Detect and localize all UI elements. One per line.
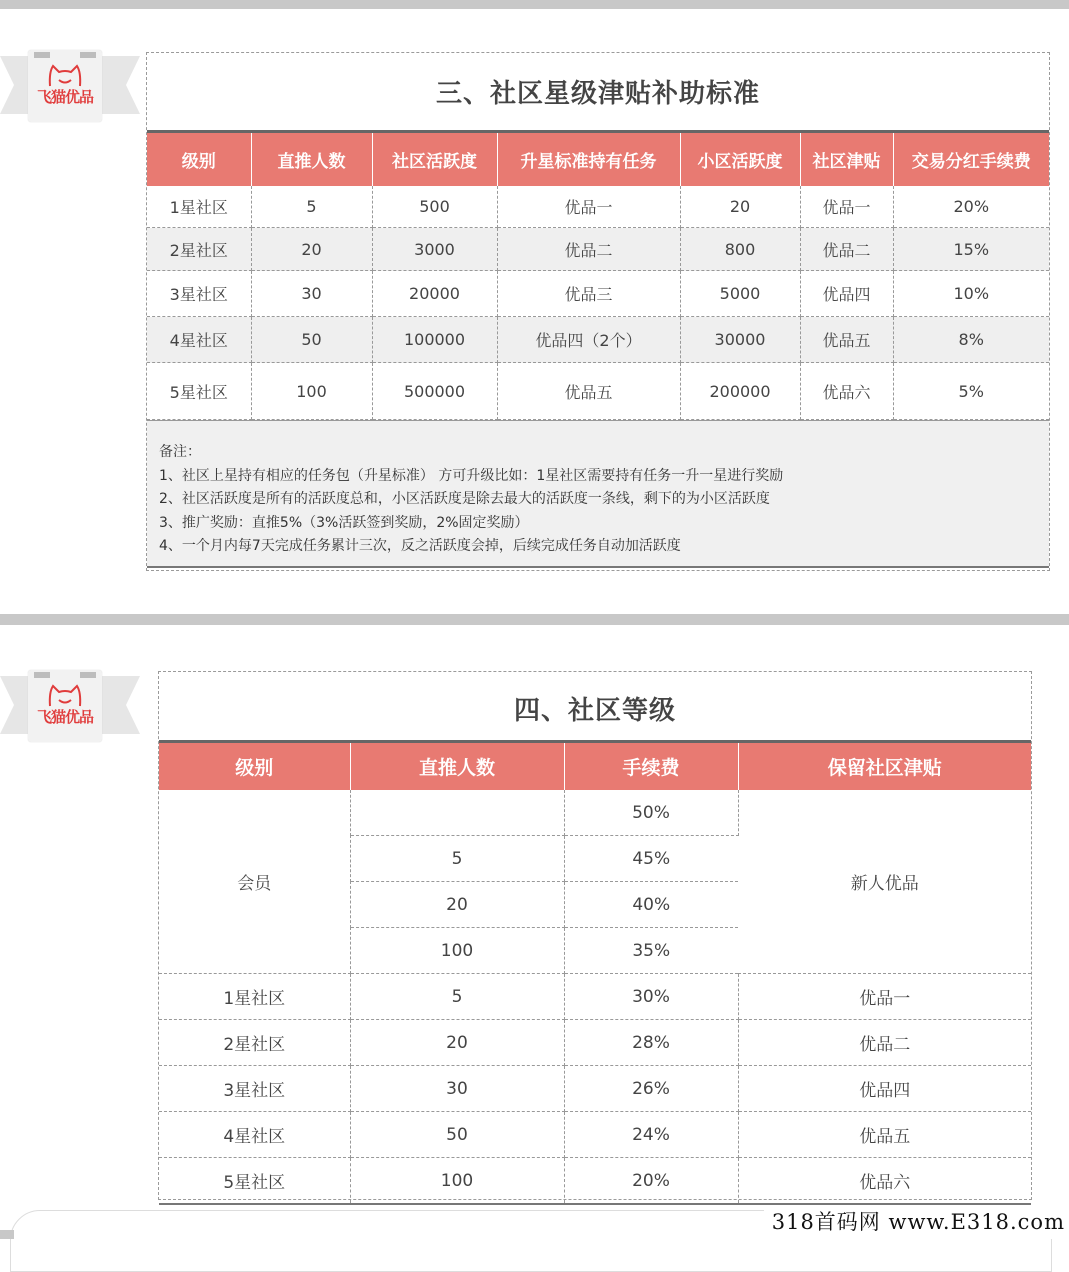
table-cell: 优品二 bbox=[738, 1020, 1031, 1066]
table-cell: 优品二 bbox=[800, 228, 893, 271]
table-cell: 2星社区 bbox=[159, 1020, 350, 1066]
badge-tab bbox=[80, 672, 96, 678]
table-row bbox=[159, 1158, 1031, 1205]
table-row bbox=[147, 228, 1049, 271]
top-divider bbox=[0, 0, 1069, 9]
badge-tab bbox=[80, 52, 96, 58]
member-level-cell: 会员 bbox=[159, 790, 350, 974]
column-header: 直推人数 bbox=[350, 743, 564, 790]
community-level-table bbox=[159, 743, 1031, 1205]
brand-logo-card bbox=[28, 670, 102, 742]
table-cell: 优品一 bbox=[497, 186, 680, 228]
table-cell: 45% bbox=[564, 836, 738, 882]
column-header: 社区津贴 bbox=[800, 133, 893, 186]
table-cell: 500 bbox=[372, 186, 497, 228]
table-cell: 500000 bbox=[372, 363, 497, 420]
table-cell: 100 bbox=[350, 928, 564, 974]
table-row bbox=[147, 271, 1049, 317]
table-cell: 800 bbox=[680, 228, 800, 271]
table-cell: 优品六 bbox=[800, 363, 893, 420]
table-header-row bbox=[159, 743, 1031, 790]
table-cell: 5 bbox=[251, 186, 372, 228]
table-cell: 5000 bbox=[680, 271, 800, 317]
table-cell: 15% bbox=[893, 228, 1049, 271]
table-cell: 100000 bbox=[372, 317, 497, 363]
subsidy-standard-panel bbox=[146, 52, 1050, 571]
table-cell: 优品六 bbox=[738, 1158, 1031, 1205]
remark-line: 3、推广奖励：直推5%（3%活跃签到奖励，2%固定奖励） bbox=[159, 514, 529, 531]
table-cell: 优品四（2个） bbox=[497, 317, 680, 363]
table-cell: 5% bbox=[893, 363, 1049, 420]
table-cell: 50 bbox=[251, 317, 372, 363]
next-section-tab bbox=[0, 1230, 14, 1239]
table-cell: 30% bbox=[564, 974, 738, 1020]
table-cell: 优品五 bbox=[738, 1112, 1031, 1158]
table-cell: 1星社区 bbox=[147, 186, 251, 228]
table-cell: 4星社区 bbox=[147, 317, 251, 363]
column-header: 小区活跃度 bbox=[680, 133, 800, 186]
site-watermark: 318首码网 www.E318.com bbox=[764, 1205, 1069, 1239]
table-row bbox=[159, 974, 1031, 1020]
table-cell: 优品三 bbox=[497, 271, 680, 317]
community-level-panel bbox=[158, 671, 1032, 1200]
table-cell: 100 bbox=[251, 363, 372, 420]
subsidy-table bbox=[147, 133, 1049, 420]
table-cell: 20 bbox=[350, 882, 564, 928]
table-cell: 20 bbox=[680, 186, 800, 228]
table-cell: 30 bbox=[350, 1066, 564, 1112]
table-cell: 20000 bbox=[372, 271, 497, 317]
table-cell: 2星社区 bbox=[147, 228, 251, 271]
member-allowance-cell: 新人优品 bbox=[738, 790, 1031, 974]
brand-badge bbox=[0, 44, 140, 126]
brand-badge bbox=[0, 664, 140, 746]
table-cell: 20% bbox=[893, 186, 1049, 228]
column-header: 级别 bbox=[147, 133, 251, 186]
section-title: 三、社区星级津贴补助标准 bbox=[147, 53, 1049, 133]
column-header: 升星标准持有任务 bbox=[497, 133, 680, 186]
section-title: 四、社区等级 bbox=[159, 672, 1031, 743]
table-cell: 3星社区 bbox=[159, 1066, 350, 1112]
column-header: 直推人数 bbox=[251, 133, 372, 186]
table-cell: 35% bbox=[564, 928, 738, 974]
remarks-heading: 备注： bbox=[159, 444, 201, 460]
table-row bbox=[159, 1020, 1031, 1066]
column-header: 社区活跃度 bbox=[372, 133, 497, 186]
brand-logo-text: 飞猫优品 bbox=[36, 708, 93, 726]
remark-line: 4、一个月内每7天完成任务累计三次，反之活跃度会掉，后续完成任务自动加活跃度 bbox=[159, 538, 681, 554]
table-cell: 3星社区 bbox=[147, 271, 251, 317]
table-cell: 优品一 bbox=[738, 974, 1031, 1020]
cat-face-icon bbox=[47, 684, 83, 708]
table-cell: 3000 bbox=[372, 228, 497, 271]
table-cell: 30000 bbox=[680, 317, 800, 363]
table-row bbox=[159, 790, 1031, 836]
column-header: 手续费 bbox=[564, 743, 738, 790]
table-cell: 20 bbox=[251, 228, 372, 271]
column-header: 交易分红手续费 bbox=[893, 133, 1049, 186]
cat-face-icon bbox=[47, 64, 83, 88]
table-cell: 50% bbox=[564, 790, 738, 836]
table-cell: 优品二 bbox=[497, 228, 680, 271]
brand-logo-text: 飞猫优品 bbox=[36, 88, 93, 106]
remark-line: 1、社区上星持有相应的任务包（升星标准） 方可升级比如：1星社区需要持有任务一升一星进行奖励 bbox=[159, 467, 784, 484]
table-cell: 优品一 bbox=[800, 186, 893, 228]
table-row bbox=[147, 317, 1049, 363]
remark-line: 2、社区活跃度是所有的活跃度总和，小区活跃度是除去最大的活跃度一条线，剩下的为小区活跃度 bbox=[159, 491, 770, 507]
column-header: 保留社区津贴 bbox=[738, 743, 1031, 790]
table-cell: 优品四 bbox=[800, 271, 893, 317]
table-cell: 50 bbox=[350, 1112, 564, 1158]
table-cell: 5星社区 bbox=[147, 363, 251, 420]
table-row bbox=[159, 1066, 1031, 1112]
table-cell: 20% bbox=[564, 1158, 738, 1205]
table-cell: 优品五 bbox=[497, 363, 680, 420]
table-cell: 1星社区 bbox=[159, 974, 350, 1020]
table-cell: 30 bbox=[251, 271, 372, 317]
table-cell: 200000 bbox=[680, 363, 800, 420]
section-divider bbox=[0, 614, 1069, 625]
table-cell: 26% bbox=[564, 1066, 738, 1112]
table-cell: 28% bbox=[564, 1020, 738, 1066]
column-header: 级别 bbox=[159, 743, 350, 790]
table-cell: 5 bbox=[350, 974, 564, 1020]
badge-tab bbox=[34, 672, 50, 678]
table-cell: 优品四 bbox=[738, 1066, 1031, 1112]
table-cell: 100 bbox=[350, 1158, 564, 1205]
table-row bbox=[147, 363, 1049, 420]
table-row bbox=[159, 1112, 1031, 1158]
remarks-block bbox=[147, 420, 1049, 568]
badge-tab bbox=[34, 52, 50, 58]
table-cell: 4星社区 bbox=[159, 1112, 350, 1158]
table-cell: 24% bbox=[564, 1112, 738, 1158]
table-cell: 5 bbox=[350, 836, 564, 882]
table-cell: 5星社区 bbox=[159, 1158, 350, 1205]
table-row bbox=[147, 186, 1049, 228]
table-cell: 优品五 bbox=[800, 317, 893, 363]
table-cell: 20 bbox=[350, 1020, 564, 1066]
brand-logo-card bbox=[28, 50, 102, 122]
table-cell: 8% bbox=[893, 317, 1049, 363]
table-cell: 10% bbox=[893, 271, 1049, 317]
table-cell: 40% bbox=[564, 882, 738, 928]
table-cell bbox=[350, 790, 564, 836]
table-header-row bbox=[147, 133, 1049, 186]
